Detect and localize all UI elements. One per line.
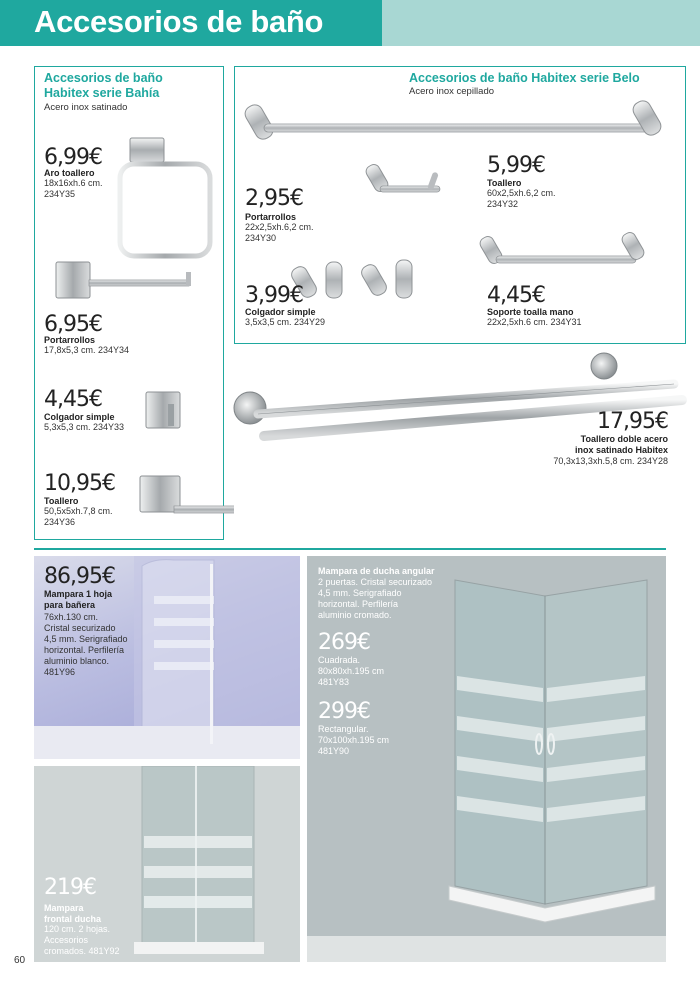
desc-colgador-belo: 3,5x3,5 cm. 234Y29 (245, 317, 326, 327)
bahia-material: Acero inox satinado (44, 102, 128, 113)
towel-bar-bahia-image (140, 476, 234, 513)
name-colgador-belo: Colgador simple (245, 307, 316, 317)
roll-holder-belo-image (364, 162, 440, 193)
desc-mampara-cuadrada: Cuadrada. 80x80xh.195 cm 481Y83 (318, 655, 385, 687)
name-toallero-doble-1: Toallero doble acero (580, 434, 668, 444)
price-toallero-belo: 5,99€ (487, 153, 545, 178)
price-portarrollos-bahia: 6,95€ (44, 312, 102, 337)
price-portarrollos-belo: 2,95€ (245, 186, 303, 211)
desc-mampara-frontal: 120 cm. 2 hojas. Accesorios cromados. 481Y92 (44, 924, 120, 956)
desc-aro-toallero: 18x16xh.6 cm. 234Y35 (44, 178, 103, 199)
price-mampara-rectangular: 299€ (318, 699, 370, 724)
name-aro-toallero: Aro toallero (44, 168, 95, 178)
price-mampara-frontal: 219€ (44, 875, 96, 900)
page-number: 60 (14, 955, 26, 966)
header-strip (382, 0, 700, 46)
towel-bar-belo-image (242, 98, 664, 142)
name-mampara-frontal: Mampara frontal ducha (44, 903, 102, 924)
price-soporte-toalla: 4,45€ (487, 283, 545, 308)
desc-portarrollos-belo: 22x2,5xh.6,2 cm. 234Y30 (245, 222, 314, 243)
desc-portarrollos-bahia: 17,8x5,3 cm. 234Y34 (44, 345, 130, 355)
desc-toallero-doble: 70,3x13,3xh.5,8 cm. 234Y28 (553, 456, 668, 466)
bahia-title-line1: Accesorios de baño (44, 71, 163, 85)
roll-holder-bahia-image (56, 262, 191, 298)
price-aro-toallero: 6,99€ (44, 145, 102, 170)
name-soporte-toalla: Soporte toalla mano (487, 307, 574, 317)
name-colgador-bahia: Colgador simple (44, 412, 115, 422)
desc-mampara-rectangular: Rectangular. 70x100xh.195 cm 481Y90 (318, 724, 390, 756)
section-divider (34, 548, 666, 550)
desc-colgador-bahia: 5,3x5,3 cm. 234Y33 (44, 422, 125, 432)
hand-towel-belo-image (478, 230, 646, 265)
belo-material: Acero inox cepillado (409, 86, 495, 97)
name-toallero-doble-2: inox satinado Habitex (574, 445, 668, 455)
belo-title: Accesorios de baño Habitex serie Belo (409, 71, 640, 85)
desc-mampara-banera: 76xh.130 cm. Cristal securizado 4,5 mm. Serigrafiado horizontal. Perfilería aluminio blanco. 481Y96 (44, 612, 128, 677)
name-mampara-angular: Mampara de ducha angular (318, 566, 435, 576)
desc-mampara-angular: 2 puertas. Cristal securizado 4,5 mm. Serigrafiado horizontal. Perfilería aluminio cromado. (318, 577, 433, 620)
desc-toallero-bahia: 50,5x5xh.7,8 cm. 234Y36 (44, 506, 113, 527)
bahia-title-line2: Habitex serie Bahía (44, 86, 160, 100)
name-mampara-banera: Mampara 1 hoja para bañera (44, 589, 113, 610)
hook-belo-image-2 (359, 260, 412, 298)
price-toallero-doble: 17,95€ (597, 409, 668, 434)
desc-toallero-belo: 60x2,5xh.6,2 cm. 234Y32 (487, 188, 556, 209)
price-colgador-bahia: 4,45€ (44, 387, 102, 412)
name-toallero-belo: Toallero (487, 178, 522, 188)
name-portarrollos-bahia: Portarrollos (44, 335, 96, 345)
desc-soporte-toalla: 22x2,5xh.6 cm. 234Y31 (487, 317, 582, 327)
name-toallero-bahia: Toallero (44, 496, 79, 506)
towel-ring-image (120, 138, 210, 256)
name-portarrollos-belo: Portarrollos (245, 212, 297, 222)
page-title: Accesorios de baño (34, 4, 324, 39)
price-mampara-cuadrada: 269€ (318, 630, 370, 655)
price-colgador-belo: 3,99€ (245, 283, 303, 308)
hook-bahia-image (146, 392, 180, 428)
price-mampara-banera: 86,95€ (44, 564, 115, 589)
price-toallero-bahia: 10,95€ (44, 471, 115, 496)
